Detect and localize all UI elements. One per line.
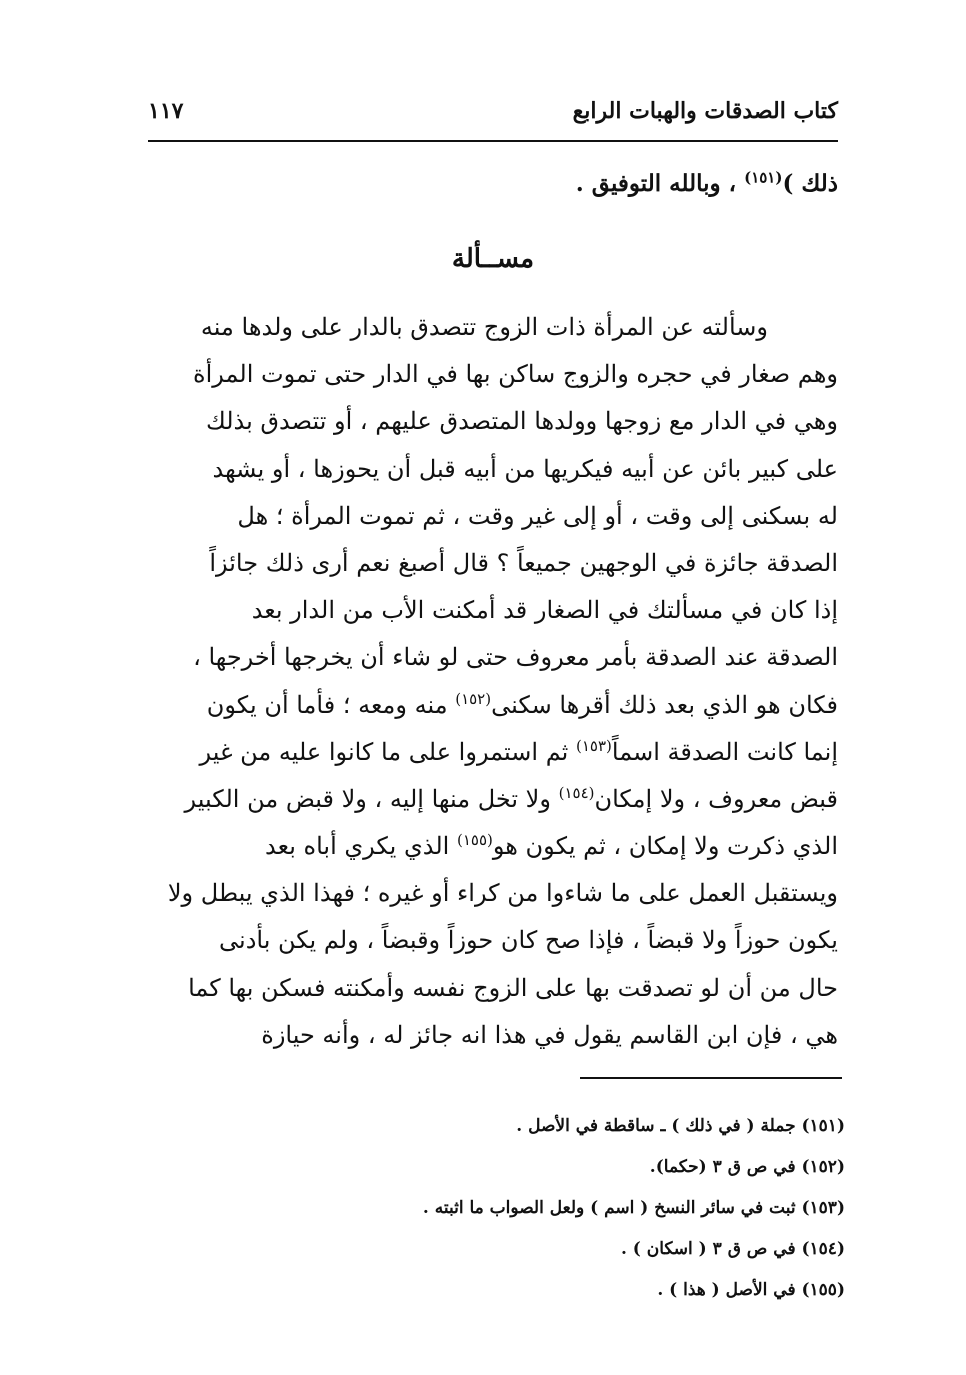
top-line-text-b: ، وبالله التوفيق . — [575, 170, 745, 197]
paragraph-line: وسألته عن المرأة ذات الزوج تتصدق بالدار على ولدها منه — [200, 313, 768, 341]
paragraph-line: وهم صغار في حجره والزوج ساكن بها في الدار حتى تموت المرأة — [193, 360, 838, 389]
paragraph-line: له بسكنى إلى وقت ، أو إلى غير وقت ، ثم تموت المرأة ؛ هل — [237, 501, 838, 530]
paragraph-line — [148, 776, 838, 823]
top-line-block — [148, 160, 838, 208]
footnote-154: (١٥٤) في ص ق ٣ ( اسكان ) . — [620, 1239, 845, 1259]
line-text: فكان هو الذي بعد ذلك أقرها سكنى — [491, 690, 838, 719]
line-text: الذي ذكرت ولا إمكان ، ثم يكون هو — [492, 832, 838, 861]
paragraph-line: الصدقة جائزة في الوجهين جميعاً ؟ قال أصبغ نعم أرى ذلك جائزاً — [209, 548, 838, 577]
header-rule — [148, 140, 838, 142]
paragraph-line — [148, 682, 838, 729]
line-text: قبض معروف ، ولا إمكان — [594, 784, 838, 813]
paragraph-line: الصدقة عند الصدقة بأمر معروف حتى لو شاء أن يخرجها أخرجها ، — [193, 643, 838, 672]
paragraph-line: إذا كان في مسألتك في الصغار قد أمكنت الأب من الدار بعد — [251, 596, 838, 625]
footnote-153: (١٥٣) ثبت في سائر النسخ ( اسم ) ولعل الصواب ما اثبته . — [422, 1198, 845, 1218]
paragraph-line: هي ، فإن ابن القاسم يقول في هذا انه جائز له ، وأنه حيازة — [261, 1020, 838, 1049]
header-title: كتاب الصدقات والهبات الرابع — [572, 98, 838, 124]
line-text: ثم استمروا على ما كانوا عليه من غير — [199, 737, 576, 766]
main-paragraph — [148, 304, 838, 1059]
paragraph-line — [148, 729, 838, 776]
footnote-ref-154: (١٥٤) — [558, 783, 595, 802]
paragraph-line: حال من أن لو تصدقت بها على الزوج نفسه وأمكنته فسكن بها كما — [188, 973, 838, 1002]
top-line — [148, 160, 838, 208]
paragraph-line: على كبير بائن عن أبيه فيكريها من أبيه قبل أن يحوزها ، أو يشهد — [212, 454, 838, 483]
footnote-ref-153: (١٥٣) — [576, 736, 612, 755]
section-heading: مســألة — [451, 244, 535, 274]
line-text: الذي يكري أباه بعد — [265, 832, 457, 861]
footnote-151: (١٥١) جملة ( في ذلك ) ـ ساقطة في الأصل . — [516, 1116, 845, 1136]
paragraph-line — [148, 823, 838, 870]
paragraph-line: ويستقبل العمل على ما شاءوا من كراء أو غيره ؛ فهذا الذي يبطل ولا — [167, 879, 838, 908]
paragraph-line: وهي في الدار مع زوجها وولدها المتصدق عليهم ، أو تتصدق بذلك — [205, 407, 838, 436]
footnote-separator — [580, 1077, 842, 1079]
paragraph-line: يكون حوزاً ولا قبضاً ، فإذا صح كان حوزاً وقبضاً ، ولم يكن بأدنى — [219, 926, 838, 955]
footnote-ref-155: (١٥٥) — [456, 831, 493, 850]
footnote-155: (١٥٥) في الأصل ( هذا ) . — [657, 1280, 845, 1300]
running-header — [148, 92, 838, 136]
footnotes — [300, 1106, 845, 1311]
line-text: منه ومعه ؛ فأما أن يكون — [206, 690, 456, 719]
footnote-152: (١٥٢) في ص ق ٣ (حكما). — [649, 1157, 845, 1177]
line-text: إنما كانت الصدقة اسماً — [611, 737, 838, 766]
footnote-ref-152: (١٥٢) — [455, 689, 492, 708]
top-line-text-a: ذلك ) — [782, 170, 838, 197]
page-number: ١١٧ — [148, 98, 184, 124]
line-text: ولا تخل منها إليه ، ولا قبض من الكبير — [184, 784, 559, 813]
footnote-ref-151: (١٥١) — [744, 168, 783, 187]
